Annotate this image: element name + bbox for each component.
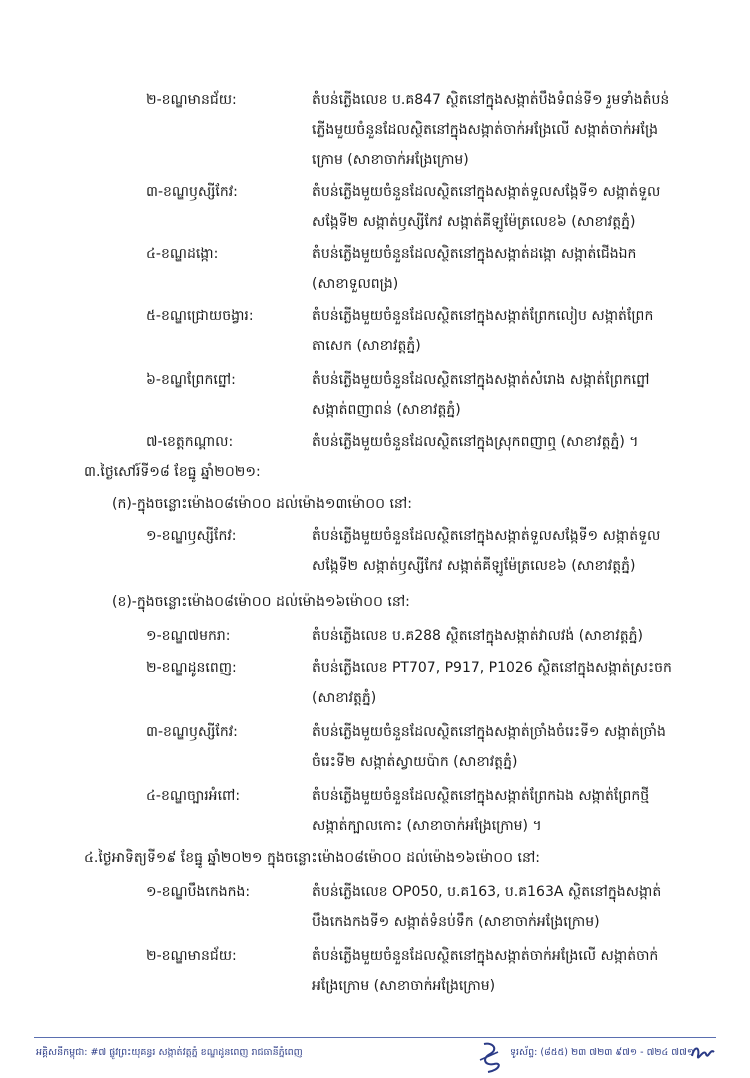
area-description: (សាខាវត្តភ្នំ): [312, 690, 377, 706]
footer-phone: ទូរស័ព្ទ: (៨៥៥) ២៣ ៧២៣ ៩៧១ - ៧២៤ ៧៧១: [510, 1047, 695, 1058]
district-label: ៥-ខណ្ឌជ្រោយចង្វារ:: [146, 308, 254, 324]
area-description: តំបន់ភ្លើងមួយចំនួនដែលស្ថិតនៅក្នុងសង្កាត់ដង្កោ សង្កាត់ជើងឯក: [312, 246, 637, 262]
area-description: (សាខាទួលពង្រ): [312, 276, 399, 292]
area-description: តាសេក (សាខាវត្តភ្នំ): [312, 338, 421, 354]
time-range-heading: (ខ)-ក្នុងចន្លោះម៉ោង០៨ម៉ោ០០ ដល់ម៉ោង១៦ម៉ោ០០ នៅ:: [112, 594, 410, 610]
area-description: តំបន់ភ្លើងលេខ ប.គ288 ស្ថិតនៅក្នុងសង្កាត់វាលវង់ (សាខាវត្តភ្នំ): [312, 628, 643, 644]
district-label: ២-ខណ្ឌដូនពេញ:: [146, 660, 237, 676]
district-label: ៦-ខណ្ឌព្រែកព្នៅ:: [146, 372, 236, 388]
section-heading: ៣.ថ្ងៃសៅរ៍ទី១៨ ខែធ្នូ ឆ្នាំ២០២១:: [84, 464, 261, 480]
area-description: តំបន់ភ្លើងមួយចំនួនដែលស្ថិតនៅក្នុងសង្កាត់ព្រែកលៀប សង្កាត់ព្រែក: [312, 308, 654, 324]
area-description: តំបន់ភ្លើងមួយចំនួនដែលស្ថិតនៅក្នុងសង្កាត់ព្រែកឯង សង្កាត់ព្រែកថ្មី: [312, 788, 650, 804]
area-description: ភ្លើងមួយចំនួនដែលស្ថិតនៅក្នុងសង្កាត់ចាក់អង្រែលើ សង្កាត់ចាក់អង្រែ: [312, 122, 659, 138]
district-label: ២-ខណ្ឌមានជ័យ:: [146, 92, 237, 108]
footer-divider: [34, 1037, 716, 1038]
district-label: ៣-ខណ្ឌឫស្សីកែវ:: [146, 724, 238, 740]
district-label: ៧-ខេត្តកណ្ដាល:: [146, 434, 234, 450]
area-description: សង្កាត់ពញាពន់ (សាខាវត្តភ្នំ): [312, 402, 461, 418]
footer-address: អគ្គិសនីកម្ពុជា: #៧ ផ្លូវព្រះយុគន្ធរ សង្កាត់វត្តភ្នំ ខណ្ឌដូនពេញ រាជធានីភ្នំពេញ: [36, 1047, 303, 1058]
area-description: សង្កែទី២ សង្កាត់ឫស្សីកែវ សង្កាត់គីឡូម៉ែត្រលេខ៦ (សាខាវត្តភ្នំ): [312, 558, 636, 574]
signature-initial-icon: [690, 1042, 716, 1064]
district-label: ១-ខណ្ឌ៧មករា:: [146, 628, 231, 644]
area-description: តំបន់ភ្លើងមួយចំនួនដែលស្ថិតនៅក្នុងសង្កាត់ច្រាំងចំរេះទី១ សង្កាត់ច្រាំង: [312, 724, 666, 740]
district-label: ១-ខណ្ឌឫស្សីកែវ:: [146, 528, 237, 544]
district-label: ៤-ខណ្ឌដង្កោ:: [146, 246, 219, 262]
district-label: ២-ខណ្ឌមានជ័យ:: [146, 948, 237, 964]
initial-mark-icon: [476, 1040, 506, 1074]
area-description: តំបន់ភ្លើងលេខ PT707, P917, P1026 ស្ថិតនៅក្នុងសង្កាត់ស្រះចក: [312, 660, 672, 676]
district-label: ៣-ខណ្ឌឫស្សីកែវ:: [146, 184, 238, 200]
area-description: សង្កាត់ក្បាលកោះ (សាខាចាក់អង្រែក្រោម) ។: [312, 818, 542, 834]
area-description: ចំរេះទី២ សង្កាត់ស្វាយប៉ាក (សាខាវត្តភ្នំ): [312, 754, 518, 770]
area-description: ក្រោម (សាខាចាក់អង្រែក្រោម): [312, 152, 469, 168]
area-description: បឹងកេងកងទី១ សង្កាត់ទំនប់ទឹក (សាខាចាក់អង្រែក្រោម): [312, 914, 600, 930]
area-description: តំបន់ភ្លើងមួយចំនួនដែលស្ថិតនៅក្នុងសង្កាត់ចាក់អង្រែលើ សង្កាត់ចាក់: [312, 948, 659, 964]
area-description: តំបន់ភ្លើងមួយចំនួនដែលស្ថិតនៅក្នុងសង្កាត់ទួលសង្កែទី១ សង្កាត់ទួល: [312, 528, 661, 544]
district-label: ១-ខណ្ឌបឹងកេងកង:: [146, 884, 251, 900]
area-description: តំបន់ភ្លើងមួយចំនួនដែលស្ថិតនៅក្នុងសង្កាត់ទួលសង្កែទី១ សង្កាត់ទួល: [312, 184, 661, 200]
area-description: តំបន់ភ្លើងមួយចំនួនដែលស្ថិតនៅក្នុងសង្កាត់សំរោង សង្កាត់ព្រែកព្នៅ: [312, 372, 650, 388]
time-range-heading: (ក)-ក្នុងចន្លោះម៉ោង០៨ម៉ោ០០ ដល់ម៉ោង១៣ម៉ោ០០ នៅ:: [112, 496, 412, 512]
area-description: តំបន់ភ្លើងលេខ OP050, ប.គ163, ប.គ163A ស្ថិតនៅក្នុងសង្កាត់: [312, 884, 662, 900]
area-description: សង្កែទី២ សង្កាត់ឫស្សីកែវ សង្កាត់គីឡូម៉ែត្រលេខ៦ (សាខាវត្តភ្នំ): [312, 214, 636, 230]
area-description: អង្រែក្រោម (សាខាចាក់អង្រែក្រោម): [312, 978, 496, 994]
section-heading: ៤.ថ្ងៃអាទិត្យទី១៩ ខែធ្នូ ឆ្នាំ២០២១ ក្នុងចន្លោះម៉ោង០៨ម៉ោ០០ ដល់ម៉ោង១៦ម៉ោ០០ នៅ:: [84, 850, 540, 866]
area-description: តំបន់ភ្លើងលេខ ប.គ847 ស្ថិតនៅក្នុងសង្កាត់បឹងទំពន់ទី១ រួមទាំងតំបន់: [312, 92, 670, 108]
district-label: ៤-ខណ្ឌច្បារអំពៅ:: [146, 788, 241, 804]
area-description: តំបន់ភ្លើងមួយចំនួនដែលស្ថិតនៅក្នុងស្រុកពញាឮ (សាខាវត្តភ្នំ) ។: [312, 434, 639, 450]
